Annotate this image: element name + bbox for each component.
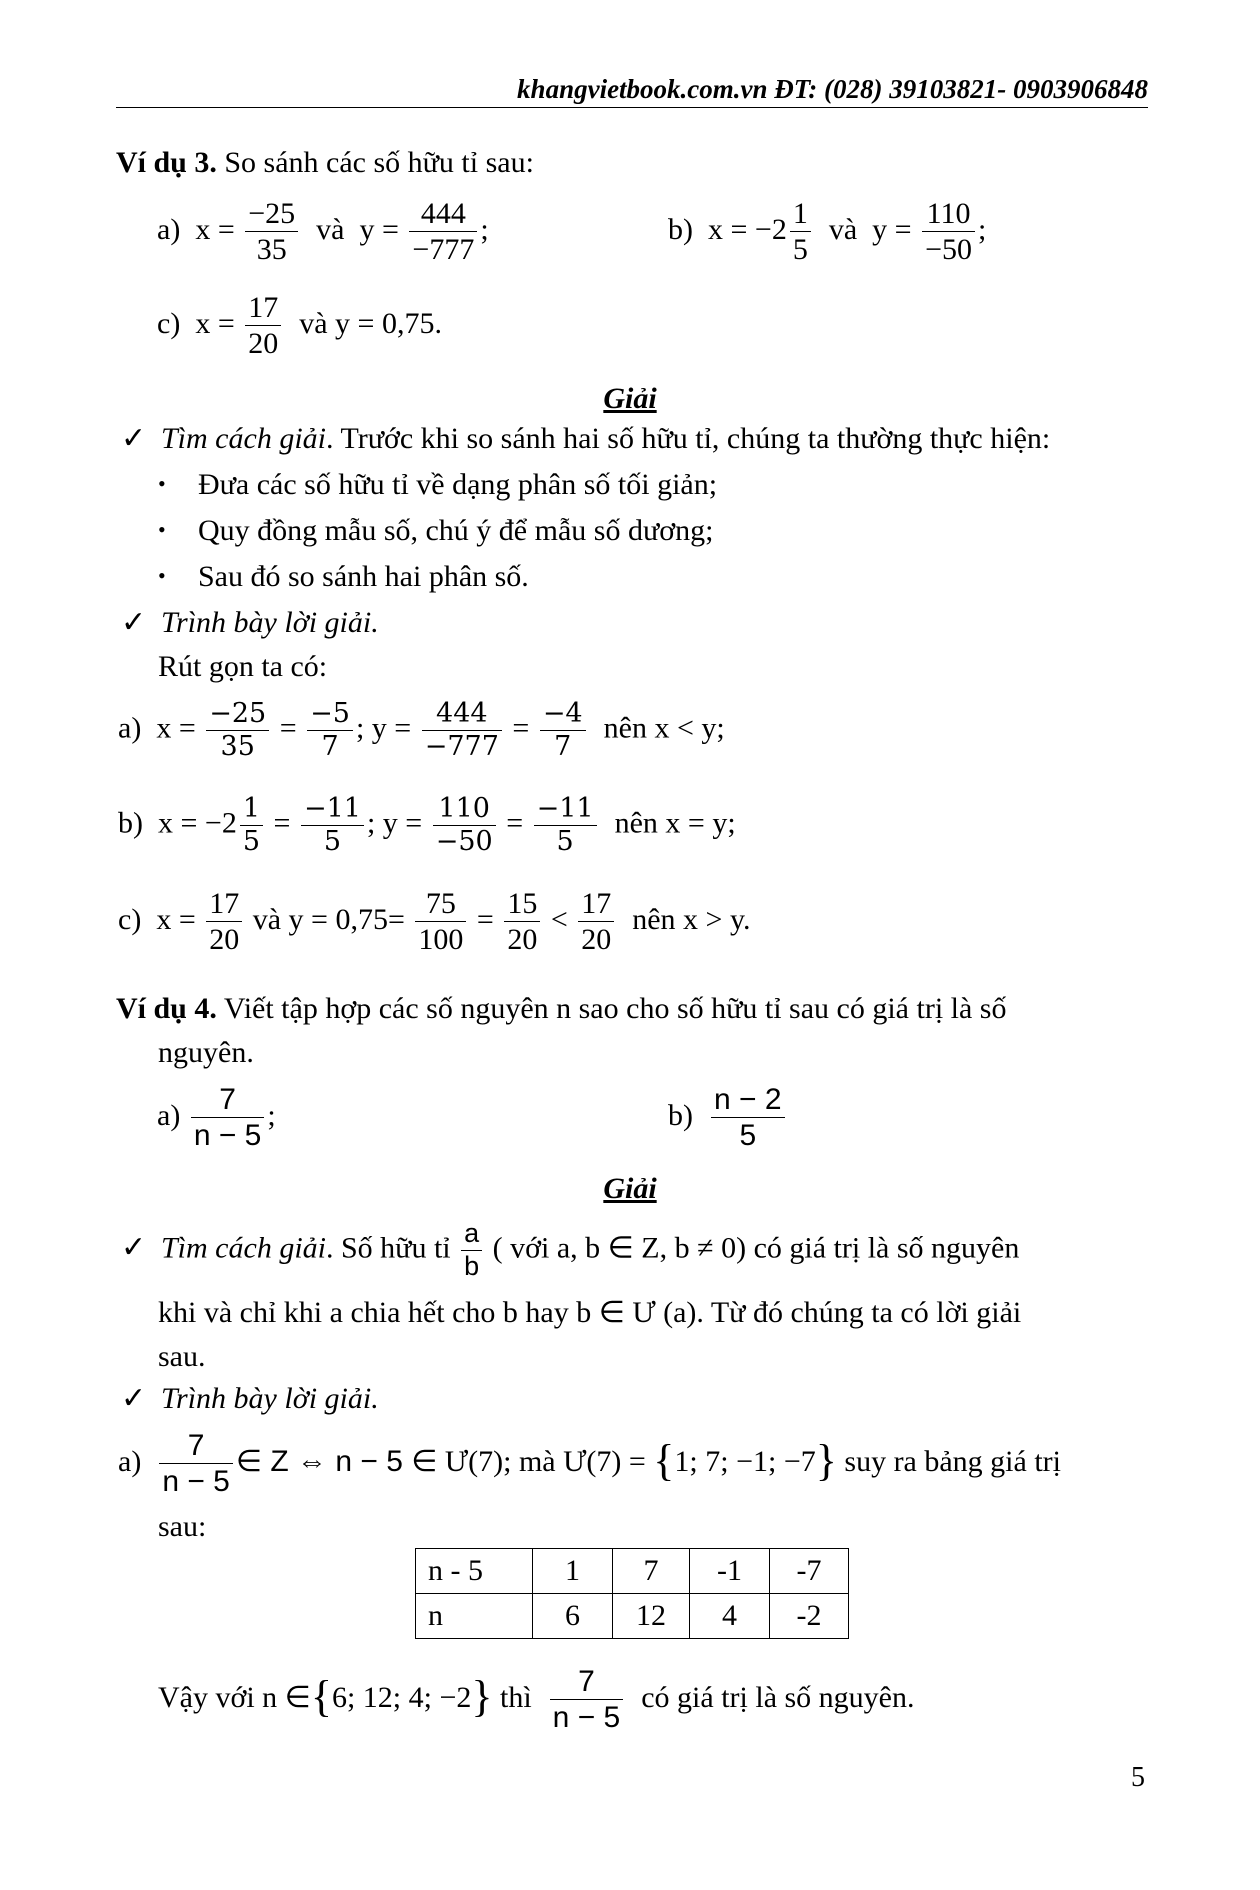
semicolon: ; xyxy=(267,1098,276,1132)
list-item xyxy=(158,470,717,500)
solution-heading: Giải xyxy=(603,382,657,415)
table-cell: -2 xyxy=(770,1594,849,1639)
table-cell: 7 xyxy=(613,1549,690,1594)
brace-close: } xyxy=(471,1672,493,1722)
fraction xyxy=(159,1428,233,1500)
denominator: 20 xyxy=(581,923,612,957)
denominator: 7 xyxy=(321,730,339,762)
fraction xyxy=(922,196,975,268)
numerator: a xyxy=(461,1218,482,1251)
table-intro: suy ra bảng giá trị xyxy=(836,1444,1061,1478)
fraction xyxy=(578,886,614,958)
numerator: 110 xyxy=(922,196,975,232)
approach-text: . Số hữu tỉ xyxy=(326,1231,451,1265)
denominator: −50 xyxy=(925,233,973,267)
fraction xyxy=(461,1218,482,1283)
example-3-text: So sánh các số hữu tỉ sau: xyxy=(216,146,534,179)
fraction xyxy=(422,698,502,763)
solution-set: 6; 12; 4; −2 xyxy=(331,1680,472,1714)
y-eq: y = xyxy=(359,212,399,246)
semicolon: ; xyxy=(978,212,987,246)
denominator: 20 xyxy=(248,327,279,361)
equals-sign: = xyxy=(506,806,524,840)
y-eq: ; y = xyxy=(366,806,423,840)
fraction xyxy=(206,698,269,763)
fraction xyxy=(550,1664,624,1736)
example-3-label: Ví dụ 3. xyxy=(116,146,217,179)
solution-4-heading-row xyxy=(0,1172,1260,1206)
fraction xyxy=(191,1082,265,1154)
row-label: n xyxy=(416,1594,533,1639)
numerator: 75 xyxy=(415,886,466,922)
item-a-label: a) xyxy=(157,1098,181,1132)
item-b-label: b) xyxy=(118,806,143,840)
x-eq: x = −2 xyxy=(708,212,787,246)
fraction xyxy=(790,196,811,268)
solution-3-a xyxy=(118,698,725,763)
equals-sign: = xyxy=(273,806,291,840)
denominator: 5 xyxy=(739,1119,757,1153)
approach-line-2: khi và chỉ khi a chia hết cho b hay b ∈ Ư (a). Từ đó chúng ta có lời giải xyxy=(158,1296,1022,1329)
example-3-b xyxy=(668,196,986,268)
y-eq: ; y = xyxy=(355,711,412,745)
x-eq: x = xyxy=(195,212,235,246)
table-cell: 4 xyxy=(690,1594,770,1639)
example-4-text-cont: nguyên. xyxy=(158,1036,254,1069)
numerator: 17 xyxy=(578,886,614,922)
list-item xyxy=(158,562,529,592)
fraction xyxy=(206,886,242,958)
fraction xyxy=(307,698,353,763)
row-label: n - 5 xyxy=(416,1549,533,1594)
solution-heading: Giải xyxy=(603,1172,657,1205)
numerator: −25 xyxy=(245,196,298,232)
example-3-c xyxy=(157,290,442,362)
table-intro-cont: sau: xyxy=(158,1510,207,1543)
brace-open: { xyxy=(310,1672,332,1722)
solution-3-c xyxy=(118,886,751,958)
solution-3-heading-row xyxy=(0,382,1260,416)
example-4-text: Viết tập hợp các số nguyên n sao cho số hữu tỉ sau có giá trị là số xyxy=(216,992,1007,1025)
numerator: 15 xyxy=(504,886,540,922)
y-value: và y = 0,75= xyxy=(252,902,405,936)
example-4-title xyxy=(116,994,1006,1024)
checkmark-icon: ✓ xyxy=(121,1382,147,1415)
x-eq: x = xyxy=(156,902,196,936)
denominator: b xyxy=(464,1250,480,1281)
membership-expr: ∈ Z ⇔ n − 5 ∈ xyxy=(235,1444,438,1478)
divisor-text: Ư(7); mà Ư(7) = xyxy=(437,1444,654,1478)
x-eq: x = −2 xyxy=(158,806,237,840)
numerator: −11 xyxy=(534,793,597,826)
approach-line xyxy=(121,1218,1019,1283)
numerator: −11 xyxy=(301,793,364,826)
denominator: −777 xyxy=(412,233,475,267)
fraction xyxy=(245,290,281,362)
bullet-icon: • xyxy=(158,563,166,588)
conclusion: nên x > y. xyxy=(632,902,751,936)
fraction xyxy=(415,886,466,958)
fraction xyxy=(504,886,540,958)
denominator: 20 xyxy=(507,923,538,957)
step-text: Sau đó so sánh hai phân số. xyxy=(198,560,529,593)
presentation-line xyxy=(121,608,379,638)
denominator: n − 5 xyxy=(552,1701,621,1735)
solution-3-b xyxy=(118,793,736,858)
numerator: n − 2 xyxy=(711,1082,785,1118)
numerator: −25 xyxy=(206,698,269,731)
y-eq: y = xyxy=(872,212,912,246)
item-c-label: c) xyxy=(157,306,181,340)
equals-sign: = xyxy=(512,711,530,745)
brace-open: { xyxy=(653,1436,675,1486)
table-row xyxy=(416,1549,849,1594)
conclusion-text: Vậy với n ∈ xyxy=(158,1680,311,1714)
approach-line-3: sau. xyxy=(158,1340,206,1373)
less-than-sign: < xyxy=(550,902,568,936)
fraction xyxy=(540,698,586,763)
numerator: −4 xyxy=(540,698,586,731)
table-cell: 6 xyxy=(533,1594,613,1639)
fraction xyxy=(245,196,298,268)
approach-text: . Trước khi so sánh hai số hữu tỉ, chúng ta thường thực hiện: xyxy=(326,422,1051,455)
approach-label: Tìm cách giải xyxy=(161,422,326,455)
y-value: và y = 0,75. xyxy=(299,306,442,340)
numerator: 444 xyxy=(422,698,502,731)
table-cell: 12 xyxy=(613,1594,690,1639)
denominator: 5 xyxy=(323,825,342,857)
step-text: Đưa các số hữu tỉ về dạng phân số tối giản; xyxy=(198,468,718,501)
presentation-line xyxy=(121,1384,379,1414)
denominator: 35 xyxy=(220,730,255,762)
denominator: −50 xyxy=(435,825,493,857)
approach-label: Tìm cách giải xyxy=(161,1231,326,1265)
example-3-title xyxy=(116,148,534,178)
numerator: 444 xyxy=(409,196,477,232)
page-header: khangvietbook.com.vn ĐT: (028) 39103821- 0903906848 xyxy=(517,74,1148,104)
reduce-text: Rút gọn ta có: xyxy=(158,650,328,683)
denominator: 5 xyxy=(556,825,574,857)
numerator: 7 xyxy=(191,1082,265,1118)
fraction xyxy=(711,1082,785,1154)
presentation-label: Trình bày lời giải. xyxy=(161,606,379,639)
bullet-icon: • xyxy=(158,471,166,496)
denominator: 20 xyxy=(209,923,240,957)
equals-sign: = xyxy=(279,711,297,745)
brace-close: } xyxy=(815,1436,837,1486)
numerator: 7 xyxy=(550,1664,624,1700)
numerator: 7 xyxy=(159,1428,233,1464)
table-cell: -7 xyxy=(770,1549,849,1594)
and-word: và xyxy=(828,212,858,246)
page-number: 5 xyxy=(1131,1762,1145,1793)
step-text: Quy đồng mẫu số, chú ý để mẫu số dương; xyxy=(198,514,714,547)
fraction xyxy=(301,793,364,858)
denominator: 35 xyxy=(256,233,287,267)
final-conclusion xyxy=(158,1664,915,1736)
item-a-label: a) xyxy=(118,1444,142,1478)
solution-4-a xyxy=(118,1428,1061,1500)
divisor-set: 1; 7; −1; −7 xyxy=(674,1444,816,1478)
fraction xyxy=(534,793,597,858)
table-row xyxy=(416,1594,849,1639)
and-word: và xyxy=(316,212,345,246)
table-cell: 1 xyxy=(533,1549,613,1594)
checkmark-icon: ✓ xyxy=(121,422,147,455)
values-table xyxy=(415,1548,849,1639)
numerator: −5 xyxy=(307,698,353,731)
approach-text-cont: ( với a, b ∈ Z, b ≠ 0) có giá trị là số nguyên xyxy=(485,1231,1020,1265)
example-4-a xyxy=(157,1082,276,1154)
fraction xyxy=(240,793,263,858)
numerator: 17 xyxy=(245,290,281,326)
item-a-label: a) xyxy=(157,212,181,246)
approach-line xyxy=(121,424,1050,454)
item-a-label: a) xyxy=(118,711,142,745)
header-rule xyxy=(116,107,1148,108)
item-b-label: b) xyxy=(668,212,693,246)
checkmark-icon: ✓ xyxy=(121,1231,147,1265)
x-eq: x = xyxy=(156,711,196,745)
presentation-label: Trình bày lời giải. xyxy=(161,1382,379,1415)
denominator: 5 xyxy=(792,233,808,267)
conclusion-text-cont: có giá trị là số nguyên. xyxy=(641,1680,915,1714)
denominator: n − 5 xyxy=(193,1119,262,1153)
item-c-label: c) xyxy=(118,902,142,936)
conclusion: nên x = y; xyxy=(614,806,736,840)
item-b-label: b) xyxy=(668,1098,693,1132)
x-eq: x = xyxy=(195,306,235,340)
equals-sign: = xyxy=(476,902,494,936)
then-word: thì xyxy=(492,1680,532,1714)
numerator: 17 xyxy=(206,886,242,922)
denominator: 7 xyxy=(554,730,572,762)
example-4-b xyxy=(668,1082,788,1154)
checkmark-icon: ✓ xyxy=(121,606,147,639)
denominator: n − 5 xyxy=(162,1465,230,1499)
denominator: 5 xyxy=(242,825,261,857)
numerator: 110 xyxy=(433,793,496,826)
example-4-label: Ví dụ 4. xyxy=(116,992,217,1025)
example-3-a xyxy=(157,196,489,268)
semicolon: ; xyxy=(480,212,489,246)
bullet-icon: • xyxy=(158,517,166,542)
list-item xyxy=(158,516,713,546)
numerator: 1 xyxy=(790,196,811,232)
fraction xyxy=(433,793,496,858)
fraction xyxy=(409,196,477,268)
conclusion: nên x < y; xyxy=(603,711,725,745)
denominator: −777 xyxy=(424,730,499,762)
table-cell: -1 xyxy=(690,1549,770,1594)
numerator: 1 xyxy=(240,793,263,826)
denominator: 100 xyxy=(418,923,464,957)
